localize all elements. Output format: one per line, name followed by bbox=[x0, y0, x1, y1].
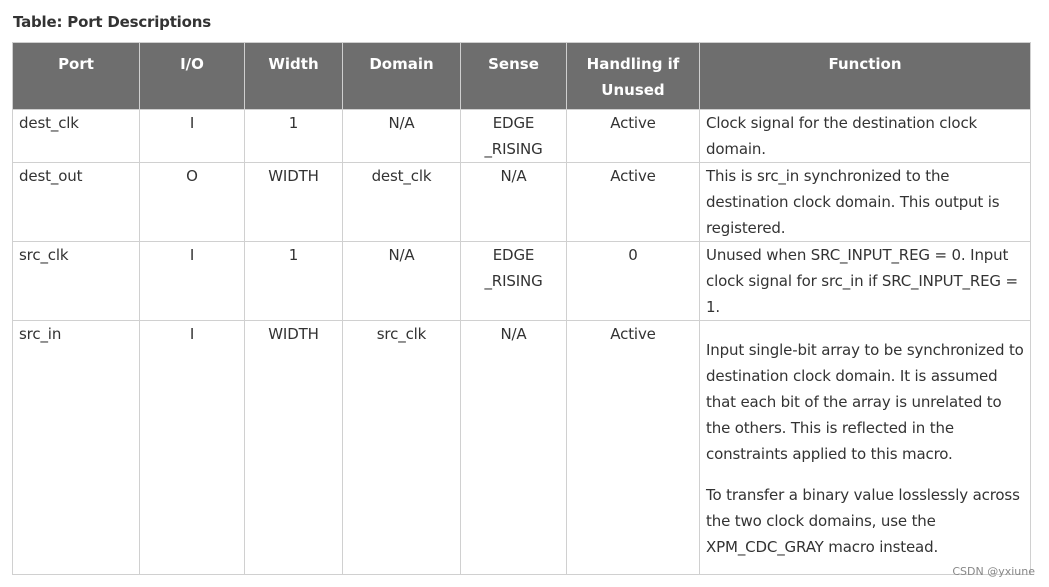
cell-domain: N/A bbox=[343, 242, 461, 321]
sense-line1: EDGE bbox=[492, 114, 535, 132]
sense-line1: EDGE bbox=[492, 246, 535, 264]
cell-function: Unused when SRC_INPUT_REG = 0. Input clock signal for src_in if SRC_INPUT_REG = 1. bbox=[700, 242, 1031, 321]
cell-sense bbox=[461, 242, 567, 321]
cell-domain: src_clk bbox=[343, 321, 461, 575]
header-sense: Sense bbox=[461, 43, 567, 110]
table-row bbox=[13, 110, 1031, 163]
function-paragraph-1: Input single-bit array to be synchronized to destination clock domain. It is assumed that each bit of the array is unrelated to the others. This is reflected in the constraints applied to this macro. bbox=[706, 341, 1024, 463]
cell-io: I bbox=[140, 242, 245, 321]
cell-function: Clock signal for the destination clock domain. bbox=[700, 110, 1031, 163]
table-row bbox=[13, 163, 1031, 242]
cell-sense bbox=[461, 110, 567, 163]
header-width: Width bbox=[245, 43, 343, 110]
cell-width: WIDTH bbox=[245, 163, 343, 242]
cell-sense: N/A bbox=[461, 163, 567, 242]
table-row bbox=[13, 242, 1031, 321]
port-descriptions-table bbox=[12, 42, 1031, 575]
header-domain: Domain bbox=[343, 43, 461, 110]
header-handling-line1: Handling if bbox=[586, 55, 680, 73]
cell-handling: Active bbox=[567, 321, 700, 575]
cell-domain: N/A bbox=[343, 110, 461, 163]
cell-io: O bbox=[140, 163, 245, 242]
cell-width: WIDTH bbox=[245, 321, 343, 575]
cell-port: dest_clk bbox=[13, 110, 140, 163]
cell-function: This is src_in synchronized to the destination clock domain. This output is registered. bbox=[700, 163, 1031, 242]
cell-domain: dest_clk bbox=[343, 163, 461, 242]
cell-port: src_clk bbox=[13, 242, 140, 321]
table-row bbox=[13, 321, 1031, 575]
header-handling-if-unused bbox=[567, 43, 700, 110]
header-port: Port bbox=[13, 43, 140, 110]
cell-port: dest_out bbox=[13, 163, 140, 242]
table-caption: Table: Port Descriptions bbox=[13, 13, 211, 31]
cell-port: src_in bbox=[13, 321, 140, 575]
sense-line2: _RISING bbox=[484, 272, 543, 290]
header-function: Function bbox=[700, 43, 1031, 110]
cell-function bbox=[700, 321, 1031, 575]
cell-handling: 0 bbox=[567, 242, 700, 321]
watermark: CSDN @yxiune bbox=[952, 565, 1035, 578]
sense-line2: _RISING bbox=[484, 140, 543, 158]
cell-width: 1 bbox=[245, 110, 343, 163]
cell-handling: Active bbox=[567, 110, 700, 163]
cell-width: 1 bbox=[245, 242, 343, 321]
cell-sense: N/A bbox=[461, 321, 567, 575]
cell-handling: Active bbox=[567, 163, 700, 242]
table-header-row bbox=[13, 43, 1031, 110]
header-io: I/O bbox=[140, 43, 245, 110]
cell-io: I bbox=[140, 321, 245, 575]
cell-io: I bbox=[140, 110, 245, 163]
header-handling-line2: Unused bbox=[601, 81, 665, 99]
function-paragraph-2: To transfer a binary value losslessly across the two clock domains, use the XPM_CDC_GRAY macro instead. bbox=[706, 486, 1020, 556]
